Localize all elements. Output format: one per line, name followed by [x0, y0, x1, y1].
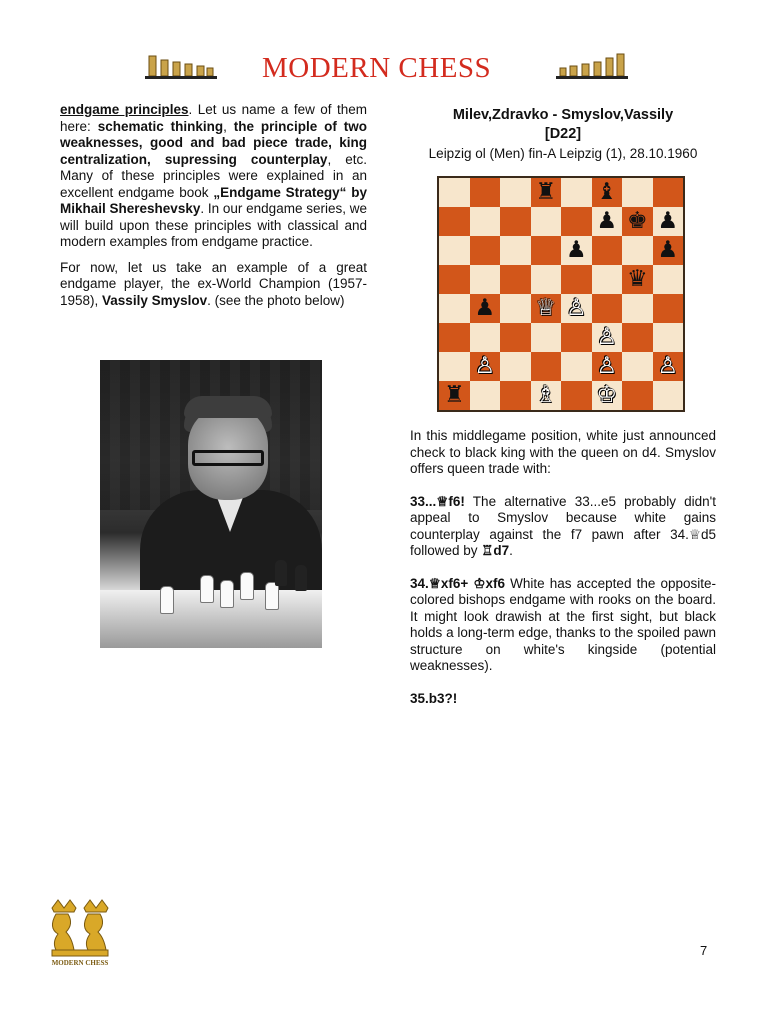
move-35-paragraph: [410, 691, 716, 708]
board-square: [531, 381, 562, 410]
board-square: [531, 323, 562, 352]
board-square: [561, 294, 592, 323]
board-square: [653, 236, 684, 265]
board-square: [531, 178, 562, 207]
board-square: [531, 294, 562, 323]
text-run: schematic thinking: [97, 118, 224, 134]
text-run: „Endgame Strategy“ by Mikhail Shereshevsky: [60, 184, 367, 216]
board-square: [439, 178, 470, 207]
board-square: [592, 381, 623, 410]
text-run: . Let us name a few of them here:: [60, 102, 367, 134]
left-column: [60, 102, 367, 318]
board-square: [531, 207, 562, 236]
chess-piece-icon: ♕: [535, 295, 557, 321]
text-run: The alternative 33...e5 probably didn't appeal to Smyslov because white gains counterplay against the f7 pawn after 34.♕d5 followed by: [410, 493, 716, 558]
chess-piece-icon: ♟: [657, 237, 679, 263]
board-square: [561, 265, 592, 294]
board-square: [470, 236, 501, 265]
board-square: [470, 381, 501, 410]
text-run: endgame principles: [60, 102, 189, 117]
smyslov-paragraph: [60, 260, 367, 310]
intro-paragraph: [60, 102, 367, 251]
text-run: White has accepted the opposite-colored bishops endgame with rooks on the board. It might look drawish at the first sight, but black holds a long-term edge, thanks to the spoiled pawn structure on white's kingside (potential weaknesses).: [410, 575, 716, 673]
chess-piece-icon: ♔: [596, 382, 618, 408]
board-square: [592, 294, 623, 323]
board-square: [500, 178, 531, 207]
page-number: 7: [700, 943, 708, 958]
chess-piece-icon: ♗: [535, 382, 557, 408]
chess-piece-icon: ♛: [626, 266, 648, 292]
text-run: , etc. Many of these principles were explained in an excellent endgame book: [60, 151, 368, 200]
board-square: [439, 207, 470, 236]
board-square: [531, 352, 562, 381]
board-square: [592, 265, 623, 294]
board-square: [500, 207, 531, 236]
chess-piece-icon: ♙: [596, 353, 618, 379]
right-column: [410, 428, 716, 723]
board-square: [653, 265, 684, 294]
chess-piece-icon: ♙: [596, 324, 618, 350]
board-square: [439, 352, 470, 381]
board-square: [470, 265, 501, 294]
chess-piece-icon: ♟: [657, 208, 679, 234]
text-run: 35.b3?!: [410, 690, 458, 706]
board-square: [470, 178, 501, 207]
chess-piece-icon: ♟: [596, 208, 618, 234]
board-square: [622, 294, 653, 323]
board-square: [439, 236, 470, 265]
chess-piece-icon: ♚: [626, 208, 648, 234]
board-square: [439, 265, 470, 294]
chess-piece-icon: ♜: [535, 179, 557, 205]
chess-piece-icon: ♙: [565, 295, 587, 321]
chess-piece-icon: ♟: [474, 295, 496, 321]
board-square: [561, 352, 592, 381]
board-square: [561, 381, 592, 410]
board-square: [653, 381, 684, 410]
move-34-paragraph: [410, 576, 716, 675]
text-run: the principle of two weaknesses, good and bad piece trade, king centralization, supressing counterplay: [60, 118, 367, 167]
page-header: [0, 48, 768, 88]
text-run: ♖d7: [481, 543, 510, 558]
board-square: [470, 352, 501, 381]
board-square: [561, 207, 592, 236]
board-square: [622, 352, 653, 381]
chess-pieces-right-icon: [556, 50, 628, 80]
board-square: [622, 265, 653, 294]
text-run: In this middlegame position, white just announced check to black king with the queen on d4. Smyslov offers queen trade with:: [410, 428, 716, 476]
board-square: [653, 352, 684, 381]
game-header: [408, 106, 718, 163]
chess-piece-icon: ♙: [474, 353, 496, 379]
board-square: [500, 381, 531, 410]
board-square: [592, 352, 623, 381]
svg-text:MODERN CHESS: MODERN CHESS: [51, 959, 109, 967]
board-square: [500, 352, 531, 381]
board-square: [500, 323, 531, 352]
chess-piece-icon: ♝: [596, 179, 618, 205]
game-players: Milev,Zdravko - Smyslov,Vassily: [452, 107, 674, 123]
text-run: For now, let us take an example of a great endgame player, the ex-World Champion (1957-1958),: [60, 259, 367, 308]
board-square: [592, 323, 623, 352]
text-run: .: [509, 543, 513, 558]
board-square: [439, 323, 470, 352]
board-square: [561, 178, 592, 207]
text-run: 33...♕f6!: [410, 493, 465, 509]
board-square: [622, 381, 653, 410]
board-square: [622, 323, 653, 352]
chess-diagram: [437, 176, 685, 412]
board-square: [622, 236, 653, 265]
text-run: ,: [223, 118, 234, 134]
board-square: [622, 207, 653, 236]
move-33-paragraph: [410, 494, 716, 560]
board-square: [561, 236, 592, 265]
board-square: [531, 265, 562, 294]
text-run: Vassily Smyslov: [102, 292, 208, 308]
chess-pieces-left-icon: [145, 50, 217, 80]
chess-board: [439, 178, 683, 410]
board-square: [653, 178, 684, 207]
board-square: [500, 265, 531, 294]
text-run: . (see the photo below): [207, 292, 345, 308]
board-square: [622, 178, 653, 207]
board-square: [500, 236, 531, 265]
chess-piece-icon: ♙: [657, 353, 679, 379]
modern-chess-logo-icon: [44, 898, 116, 968]
board-square: [470, 294, 501, 323]
board-square: [439, 294, 470, 323]
board-square: [470, 207, 501, 236]
board-square: [500, 294, 531, 323]
board-square: [592, 178, 623, 207]
smyslov-photo: [100, 360, 322, 648]
board-square: [439, 381, 470, 410]
game-event: Leipzig ol (Men) fin-A Leipzig (1), 28.10.1960: [428, 146, 698, 161]
board-square: [592, 207, 623, 236]
board-square: [531, 236, 562, 265]
magazine-title: MODERN CHESS: [262, 52, 492, 84]
board-square: [653, 294, 684, 323]
board-square: [653, 323, 684, 352]
chess-piece-icon: ♟: [565, 237, 587, 263]
chess-piece-icon: ♜: [443, 382, 465, 408]
board-square: [653, 207, 684, 236]
board-square: [470, 323, 501, 352]
board-square: [561, 323, 592, 352]
board-square: [592, 236, 623, 265]
text-run: . In our endgame series, we will build upon these principles with classical and modern examples from endgame practice.: [60, 201, 367, 249]
text-run: 34.♕xf6+ ♔xf6: [410, 575, 506, 591]
game-eco-code: [D22]: [544, 126, 582, 142]
position-paragraph: [410, 428, 716, 478]
